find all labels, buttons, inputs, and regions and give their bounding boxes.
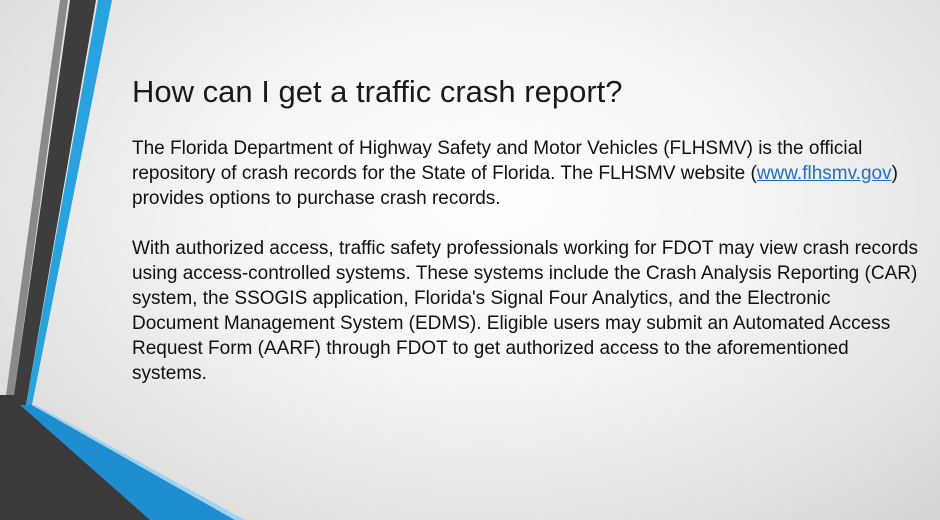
paragraph-flhsmv-text-after: ) provides options to purchase crash records. — [132, 163, 898, 209]
paragraph-flhsmv-text-before: The Florida Department of Highway Safety and Motor Vehicles (FLHSMV) is the official repository of crash records for the State of Florida. The FLHSMV website ( — [132, 138, 863, 184]
flhsmv-website-link[interactable]: www.flhsmv.gov — [756, 163, 892, 184]
slide-title: How can I get a traffic crash report? — [132, 74, 623, 109]
paragraph-flhsmv — [132, 136, 922, 211]
slide-body — [132, 136, 922, 386]
paragraph-authorized-access: With authorized access, traffic safety professionals working for FDOT may view crash records using access-controlled systems. These systems include the Crash Analysis Reporting (CAR) system, the SSOGIS application, Florida's Signal Four Analytics, and the Electronic Document Management System (EDMS). Eligible users may submit an Automated Access Request Form (AARF) through FDOT to get authorized access to the aforementioned systems. — [132, 238, 918, 384]
